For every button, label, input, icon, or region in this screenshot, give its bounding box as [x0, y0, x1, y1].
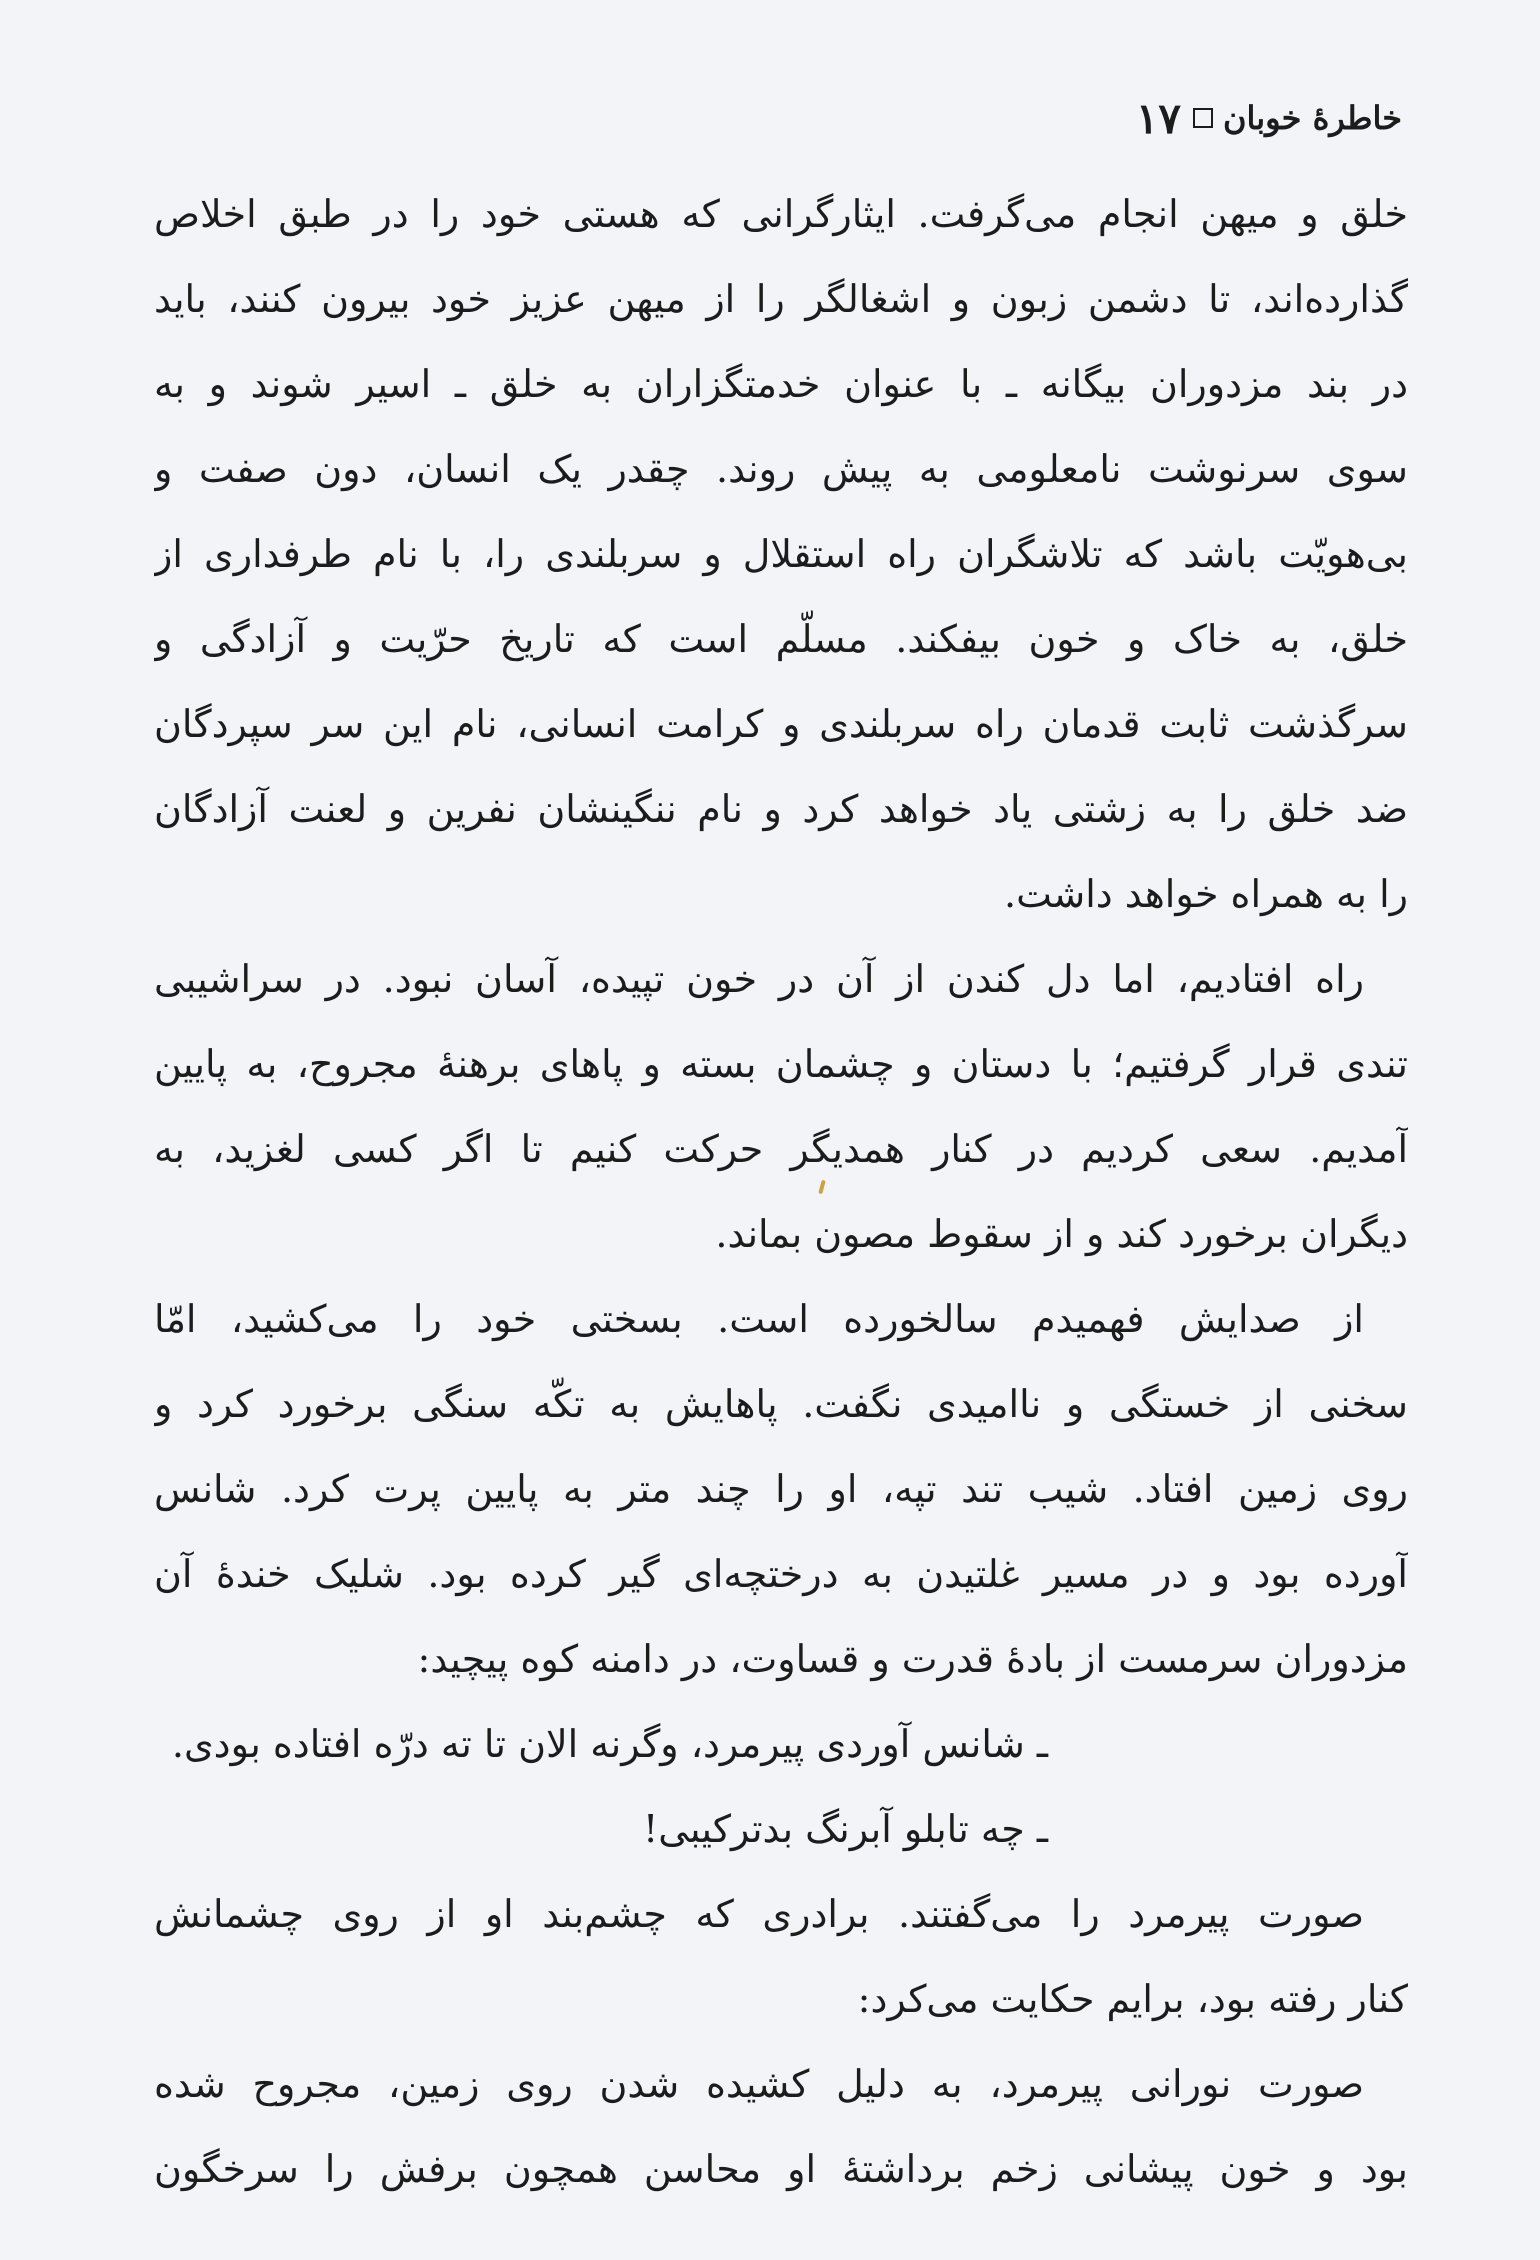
text-line: گذارده‌اند، تا دشمن زبون و اشغالگر را از میهن عزیز خود بیرون کنند، باید	[154, 277, 1408, 321]
text-line: ـ شانس آوردی پیرمرد، وگرنه الان تا ته درّه افتاده بودی.	[171, 1722, 1048, 1766]
text-line: صورت نورانی پیرمرد، به دلیل کشیده شدن روی زمین، مجروح شده	[154, 2062, 1364, 2106]
text-line: سرگذشت ثابت قدمان راه سربلندی و کرامت انسانی، نام این سر سپردگان	[154, 702, 1408, 746]
text-line: آورده بود و در مسیر غلتیدن به درختچه‌ای گیر کرده بود. شلیک خندهٔ آن	[154, 1552, 1408, 1596]
body-text	[154, 172, 1408, 2212]
book-title: خاطرهٔ خوبان	[1222, 99, 1402, 137]
text-line: بی‌هویّت باشد که تلاشگران راه استقلال و سربلندی را، با نام طرفداری از	[154, 532, 1408, 576]
text-line: صورت پیرمرد را می‌گفتند. برادری که چشم‌بند او از روی چشمانش	[154, 1892, 1364, 1936]
text-line: کنار رفته بود، برایم حکایت می‌کرد:	[857, 1977, 1408, 2021]
text-line: را به همراه خواهد داشت.	[1004, 872, 1408, 916]
text-line: خلق و میهن انجام می‌گرفت. ایثارگرانی که هستی خود را در طبق اخلاص	[154, 192, 1408, 236]
text-line: سوی سرنوشت نامعلومی به پیش روند. چقدر یک انسان، دون صفت و	[154, 447, 1408, 491]
text-line: دیگران برخورد کند و از سقوط مصون بماند.	[715, 1212, 1408, 1256]
separator-square-icon	[1193, 108, 1213, 128]
text-line: تندی قرار گرفتیم؛ با دستان و چشمان بسته و پاهای برهنهٔ مجروح، به پایین	[154, 1042, 1408, 1086]
text-line: ضد خلق را به زشتی یاد خواهد کرد و نام ننگینشان نفرین و لعنت آزادگان	[154, 787, 1408, 831]
text-line: مزدوران سرمست از بادهٔ قدرت و قساوت، در دامنه کوه پیچید:	[417, 1637, 1408, 1681]
page-header	[130, 88, 1402, 148]
text-line: از صدایش فهمیدم سالخورده است. بسختی خود را می‌کشید، امّا	[154, 1297, 1364, 1341]
text-line: بود و خون پیشانی زخم برداشتهٔ او محاسن همچون برفش را سرخگون	[154, 2147, 1408, 2191]
text-line: در بند مزدوران بیگانه ـ با عنوان خدمتگزاران به خلق ـ اسیر شوند و به	[154, 362, 1408, 406]
text-line: راه افتادیم، اما دل کندن از آن در خون تپیده، آسان نبود. در سراشیبی	[154, 957, 1364, 1001]
text-line: سخنی از خستگی و ناامیدی نگفت. پاهایش به تکّه سنگی برخورد کرد و	[154, 1382, 1408, 1426]
text-line: ـ چه تابلو آبرنگ بدترکیبی!	[643, 1807, 1048, 1851]
text-line: آمدیم. سعی کردیم در کنار همدیگر حرکت کنیم تا اگر کسی لغزید، به	[154, 1127, 1408, 1171]
page-number: ۱۷	[1135, 93, 1181, 143]
text-line: خلق، به خاک و خون بیفکند. مسلّم است که تاریخ حرّیت و آزادگی و	[154, 617, 1408, 661]
text-line: روی زمین افتاد. شیب تند تپه، او را چند متر به پایین پرت کرد. شانس	[154, 1467, 1408, 1511]
